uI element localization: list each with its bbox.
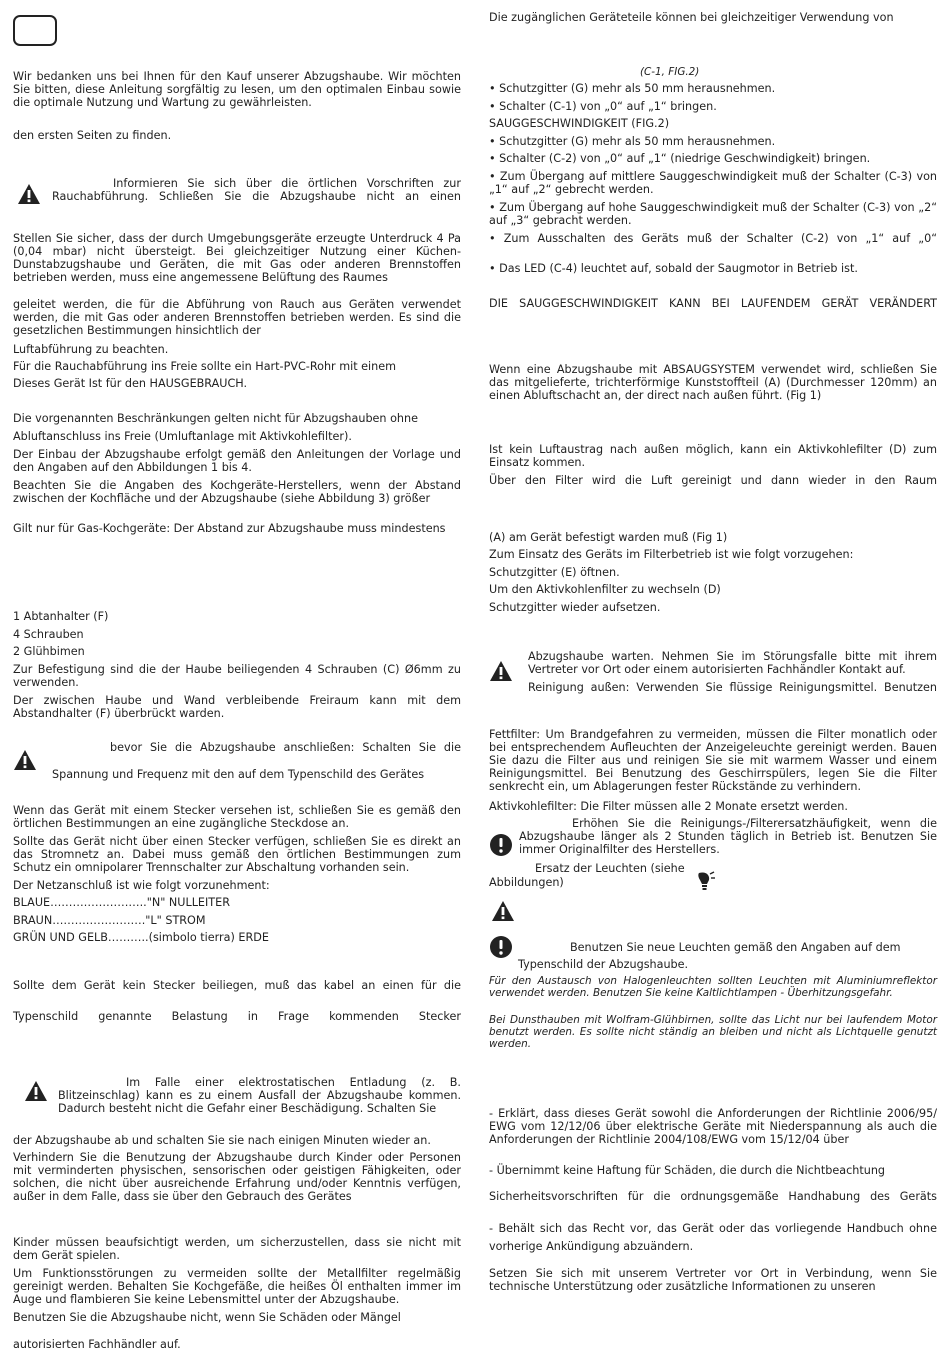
einsatz-text: Zum Einsatz des Geräts im Filterbetrieb ist wie folgt vorzugehen:	[489, 548, 854, 561]
typenschild-text: Typenschild genannte Belastung in Frage kommenden Stecker	[13, 1010, 461, 1023]
list-item: • Schutzgitter (G) mehr als 50 mm herausnehmen.	[489, 82, 776, 95]
warning-anschluss-line1: bevor Sie die Abzugshaube anschließen: Schalten Sie die	[110, 741, 461, 754]
step-aufsetzen: Schutzgitter wieder aufsetzen.	[489, 601, 661, 614]
beachten-paragraph: Beachten Sie die Angaben des Kochgeräte-Herstellers, wenn der Abstand zwischen der Kochfläche und der Abzugshaube (siehe Abbildung 3) größer	[13, 479, 461, 505]
autorisiert-text: autorisierten Fachhändler auf.	[13, 1338, 181, 1351]
intro-paragraph: Wir bedanken uns bei Ihnen für den Kauf unserer Abzugshaube. Wir möchten Sie bitten, diese Anleitung sorgfältig zu lesen, um den optimalen Einbau sowie die optimale Nutzung und Wartung zu gewährleisten.	[13, 70, 461, 109]
abzug-text: der Abzugshaube ab und schalten Sie sie nach einigen Minuten wieder an.	[13, 1134, 431, 1147]
sicherheit-text: Sicherheitsvorschriften für die ordnungsgemäße Handhabung des Geräts	[489, 1190, 937, 1203]
caps-notice: DIE SAUGGESCHWINDIGKEIT KANN BEI LAUFENDEM GERÄT VERÄNDERT	[489, 297, 937, 310]
freiraum-paragraph: Der zwischen Haube und Wand verbleibende Freiraum kann mit dem Abstandhalter (F) überbrückt warden.	[13, 694, 461, 720]
list-item: • Schalter (C-1) von „0“ auf „1“ bringen.	[489, 100, 717, 113]
beaufsichtigt-paragraph: Kinder müssen beaufsichtigt werden, um sicherzustellen, dass sie nicht mit dem Gerät spielen.	[13, 1236, 461, 1262]
warning-icon	[17, 182, 41, 206]
warning-anschluss-line2: Spannung und Frequenz mit den auf dem Typenschild des Gerätes	[52, 768, 425, 781]
intro-note: den ersten Seiten zu finden.	[13, 129, 172, 142]
kinder-paragraph: Verhindern Sie die Benutzung der Abzugshaube durch Kinder oder Personen mit verminderten physischen, sensorischen oder geistigen Fähigkeiten, oder solchen, die nicht über ausreichende Erfahrung und/oder Kenntnis verfügen, außer in dem Falle, dass sie über den Gebrauch des Gerätes	[13, 1151, 461, 1203]
wire-brown: BRAUN……………………."L" STROM	[13, 914, 206, 927]
behaelt-text: - Behält sich das Recht vor, das Gerät oder das vorliegende Handbuch ohne	[489, 1222, 937, 1235]
reinigung-text: Reinigung außen: Verwenden Sie flüssige Reinigungsmittel. Benutzen	[528, 681, 937, 694]
warning-entladung-line1: Im Falle einer elektrostatischen Entladung (z. B.	[126, 1076, 461, 1089]
list-item: 1 Abtanhalter (F)	[13, 610, 109, 623]
einbau-paragraph: Der Einbau der Abzugshaube erfolgt gemäß den Anleitungen der Vorlage und den Angaben auf den Abbildungen 1 bis 4.	[13, 448, 461, 474]
list-item: 2 Glühbimen	[13, 645, 85, 658]
befestigt-text: (A) am Gerät befestigt warden muß (Fig 1)	[489, 531, 728, 544]
list-item: • Zum Übergang auf mittlere Sauggeschwindigkeit muß der Schalter (C-3) von „1“ auf „2“ gebrecht werden.	[489, 170, 937, 196]
list-item: • Schalter (C-2) von „0“ auf „1“ (niedrige Geschwindigkeit) bringen.	[489, 152, 871, 165]
netzanschluss-text: Der Netzanschluß ist wie folgt vorzunehment:	[13, 879, 270, 892]
list-item: 4 Schrauben	[13, 628, 84, 641]
wolfram-note: Bei Dunsthauben mit Wolfram-Glühbirnen, sollte das Licht nur bei laufendem Motor benutzt werden. Es sollte nicht ständig an bleiben und nicht als Lichtquelle genutzt werden.	[489, 1014, 937, 1050]
wire-blue: BLAUE…………………….."N" NULLEITER	[13, 896, 230, 909]
list-item: • Zum Übergang auf hohe Sauggeschwindigkeit muß der Schalter (C-3) von „2“ auf „3“ gebracht werden.	[489, 201, 937, 227]
pvc-text: Für die Rauchabführung ins Freie sollte ein Hart-PVC-Rohr mit einem	[13, 360, 396, 373]
warning-rauch-line1: Informieren Sie sich über die örtlichen Vorschriften zur	[113, 177, 461, 190]
warning-icon	[13, 748, 37, 772]
funktion-paragraph: Um Funktionsstörungen zu vermeiden sollte der Metallfilter regelmäßig gereinigt werden. Behalten Sie Kochgefäße, die heißes Öl enthalten immer im Auge und flambieren Sie keine Lebensmittel unter der Abzugshaube.	[13, 1267, 461, 1306]
direkt-paragraph: Sollte das Gerät nicht über einen Stecker verfügen, schließen Sie es direkt an das Stromnetz an. Dabei muss gemäß den örtlichen Bestimmungen zum Schutz ein omnipolarer Trennschalter zur Abschaltung vorhanden sein.	[13, 835, 461, 874]
erhoehen-line1: Erhöhen Sie die Reinigungs-/Filterersatzhäufigkeit, wenn die	[572, 817, 937, 830]
warning-icon	[24, 1079, 48, 1103]
beschraenkungen-text: Die vorgenannten Beschränkungen gelten nicht für Abzugshauben ohne	[13, 412, 418, 425]
list-item: • Zum Ausschalten des Geräts muß der Schalter (C-2) von „1“ auf „0“	[489, 232, 937, 245]
warning-entladung-rest: Blitzeinschlag) kann es zu einem Ausfall der Abzugshaube kommen. Dadurch besteht nicht die Gefahr einer Beschädigung. Schalten Sie	[58, 1089, 461, 1115]
setzen-paragraph: Setzen Sie sich mit unserem Vertreter vor Ort in Verbindung, wenn Sie technische Unterstützung oder zusätzliche Informationen zu unseren	[489, 1267, 937, 1293]
zugang-text: Die zugänglichen Geräteteile können bei gleichzeitiger Verwendung von	[489, 11, 894, 24]
stecker-paragraph: Wenn das Gerät mit einem Stecker versehen ist, schließen Sie es gemäß den örtlichen Bestimmungen an eine zugängliche Steckdose an.	[13, 804, 461, 830]
warning-rauch-line2: Rauchabführung. Schließen Sie die Abzugshaube nicht an einen	[52, 190, 461, 203]
warning-icon	[489, 659, 513, 683]
erhoehen-rest: Abzugshaube länger als 2 Stunden täglich in Betrieb ist. Benutzen Sie immer Originalfilter des Herstellers.	[519, 830, 937, 856]
list-item: • Das LED (C-4) leuchtet auf, sobald der Saugmotor in Betrieb ist.	[489, 262, 858, 275]
ankuendigung-text: vorherige Ankündigung abzuändern.	[489, 1240, 694, 1253]
kabel-text: Sollte dem Gerät kein Stecker beiliegen, muß das kabel an einen für die	[13, 979, 461, 992]
befestigung-paragraph: Zur Befestigung sind die der Haube beiliegenden 4 Schrauben (C) Ø6mm zu verwenden.	[13, 663, 461, 689]
luftabfuehrung-text: Luftabführung zu beachten.	[13, 343, 169, 356]
language-badge	[13, 15, 57, 46]
list-item: • Schutzgitter (G) mehr als 50 mm herausnehmen.	[489, 135, 776, 148]
warning-icon	[491, 899, 515, 923]
aktivkohlefilter-text: Aktivkohlefilter: Die Filter müssen alle 2 Monate ersetzt werden.	[489, 800, 848, 813]
wire-green-yellow: GRÜN UND GELB………..(simbolo tierra) ERDE	[13, 931, 269, 944]
haftung-text: - Übernimmt keine Haftung für Schäden, die durch die Nichtbeachtung	[489, 1164, 886, 1177]
warten-paragraph: Abzugshaube warten. Nehmen Sie im Störungsfalle bitte mit ihrem Vertreter vor Ort oder einem autorisierten Fachhändler Kontakt auf.	[528, 650, 937, 676]
lamp-icon	[694, 870, 716, 892]
fettfilter-paragraph: Fettfilter: Um Brandgefahren zu vermeiden, müssen die Filter monatlich oder bei entsprechendem Aufleuchten der Anzeigeleuchte gereinigt werden. Bauen Sie dazu die Filter aus und reinigen Sie sie mit warmem Wasser und einem Reinigungsmittel. Bei Benutzung des Geschirrspülers, legen Sie die Filter senkrecht ein, um Ablagerungen fester Rückstände zu verhindern.	[489, 728, 937, 793]
benutzen-text: Benutzen Sie die Abzugshaube nicht, wenn Sie Schäden oder Mängel	[13, 1311, 401, 1324]
filter-paragraph: Ist kein Luftaustrag nach außen möglich, kann ein Aktivkohlefilter (D) zum Einsatz kommen.	[489, 443, 937, 469]
exclamation-icon	[489, 833, 513, 857]
haushalt-text: Dieses Gerät Ist für den HAUSGEBRAUCH.	[13, 377, 248, 390]
step-oeffnen: Schutzgitter (E) öftnen.	[489, 566, 620, 579]
luft-text: Über den Filter wird die Luft gereinigt und dann wieder in den Raum	[489, 474, 937, 487]
absaug-paragraph: Wenn eine Abzugshaube mit ABSAUGSYSTEM verwendet wird, schließen Sie das mitgelieferte, trichterförmige Kunststoffteil (A) (Durchmesser 120mm) an einen Abluftschacht an, der direct nach außen führt. (Fig 1)	[489, 363, 937, 402]
unterdruck-paragraph: Stellen Sie sicher, dass der durch Umgebungsgeräte erzeugte Unterdruck 4 Pa (0,04 mbar) nicht übersteigt. Bei gleichzeitiger Nutzung einer Küchen-Dunstabzugshaube und Geräten, die mit Gas oder anderen Brennstoffen betrieben werden, muss eine angemessene Belüftung des Raumes	[13, 232, 461, 284]
ersatz-line2: Abbildungen)	[489, 876, 564, 889]
umluft-text: Abluftanschluss ins Freie (Umluftanlage mit Aktivkohlefilter).	[13, 430, 352, 443]
c1-reference: (C-1, FIG.2)	[640, 66, 700, 78]
geleitet-paragraph: geleitet werden, die für die Abführung von Rauch aus Geräten verwendet werden, die mit Gas oder anderen Brennstoffen betrieben werden. Es sind die gesetzlichen Bestimmungen hinsichtlich der	[13, 298, 461, 337]
halogen-note: Für den Austausch von Halogenleuchten sollten Leuchten mit Aluminiumreflektor verwendet werden. Benutzen Sie keine Kaltlichtlampen - Überhitzungsgefahr.	[489, 975, 937, 999]
step-wechseln: Um den Aktivkohlenfilter zu wechseln (D)	[489, 583, 721, 596]
neue-leuchten-line1: Benutzen Sie neue Leuchten gemäß den Angaben auf dem	[570, 941, 901, 954]
sauggeschwindigkeit-heading: SAUGGESCHWINDIGKEIT (FIG.2)	[489, 117, 670, 130]
erklaert-paragraph: - Erklärt, dass dieses Gerät sowohl die Anforderungen der Richtlinie 2006/95/ EWG vom 12/12/06 über elektrische Geräte mit Niederspannung als auch die Anforderungen der Richtlinie 2004/108/EWG vom 15/12/04 über	[489, 1107, 937, 1146]
gas-text: Gilt nur für Gas-Kochgeräte: Der Abstand zur Abzugshaube muss mindestens	[13, 522, 446, 535]
ersatz-line1: Ersatz der Leuchten (siehe	[535, 862, 685, 875]
exclamation-icon	[489, 935, 513, 959]
neue-leuchten-line2: Typenschild der Abzugshaube.	[518, 958, 689, 971]
